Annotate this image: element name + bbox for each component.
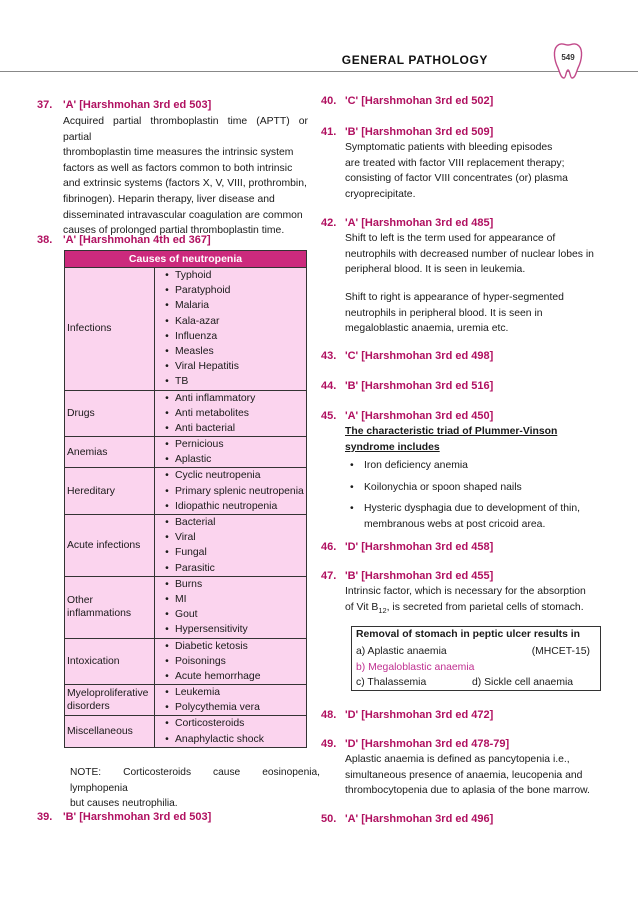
table-items bbox=[155, 515, 307, 577]
q41-number: 41. bbox=[321, 126, 337, 138]
option-d: d) Sickle cell anaemia bbox=[472, 677, 574, 688]
table-category: Miscellaneous bbox=[65, 716, 155, 747]
q47-number: 47. bbox=[321, 570, 337, 582]
text-line: are treated with factor VIII replacement therapy; bbox=[345, 157, 565, 169]
q42-shift-left bbox=[345, 231, 597, 278]
table-category: Acute infections bbox=[65, 515, 155, 577]
list-item: • Viral bbox=[159, 530, 306, 545]
table-items bbox=[155, 576, 307, 638]
q47-explanation bbox=[345, 584, 599, 618]
text-line: neutrophils with decreased number of nuclear lobes in bbox=[345, 248, 594, 260]
table-items bbox=[155, 685, 307, 716]
note-line: NOTE: Corticosteroids cause eosinopenia, lymphopenia bbox=[70, 767, 320, 794]
text-line: disseminated intravascular coagulation are common bbox=[63, 209, 303, 221]
list-item: • Burns bbox=[159, 577, 306, 592]
table-row bbox=[65, 437, 307, 468]
table-row bbox=[65, 468, 307, 515]
q42-shift-right bbox=[345, 290, 597, 337]
list-item: • Influenza bbox=[159, 329, 306, 344]
text-line bbox=[345, 600, 599, 619]
q39-number: 39. bbox=[37, 811, 53, 823]
list-item: • Malaria bbox=[159, 298, 306, 313]
list-item: • Leukemia bbox=[159, 685, 306, 700]
list-item: • Hysteric dysphagia due to development of thin, membranous webs at post cricoid area. bbox=[350, 501, 598, 532]
list-item: • Anti bacterial bbox=[159, 421, 306, 436]
table-items bbox=[155, 390, 307, 437]
neutropenia-table bbox=[64, 250, 307, 748]
option-a: a) Aplastic anaemia bbox=[356, 646, 447, 657]
list-item: • Cyclic neutropenia bbox=[159, 468, 306, 483]
q41-answer: 'B' [Harshmohan 3rd ed 509] bbox=[345, 126, 494, 138]
text-line: factors as well as factors common to both intrinsic bbox=[63, 162, 293, 174]
table-row bbox=[65, 716, 307, 747]
list-item: • Fungal bbox=[159, 545, 306, 560]
text-span: , is secreted from parietal cells of stomach. bbox=[386, 601, 584, 613]
table-category: Other inflammations bbox=[65, 576, 155, 638]
text-line: thromboplastin time measures the intrinsic system bbox=[63, 147, 294, 159]
table-row bbox=[65, 638, 307, 685]
table-row bbox=[65, 685, 307, 716]
q45-number: 45. bbox=[321, 410, 337, 422]
list-item: • Koilonychia or spoon shaped nails bbox=[350, 480, 598, 496]
text-line: consisting of factor VIII concentrates (or) plasma bbox=[345, 173, 568, 185]
table-category: Myeloproliferative disorders bbox=[65, 685, 155, 716]
table-category: Infections bbox=[65, 268, 155, 391]
text-line: neutrophils in peripheral blood. It is seen in bbox=[345, 307, 543, 319]
table-row bbox=[65, 515, 307, 577]
list-item: • Measles bbox=[159, 344, 306, 359]
table-items bbox=[155, 638, 307, 685]
table-row bbox=[65, 576, 307, 638]
q50-answer: 'A' [Harshmohan 3rd ed 496] bbox=[345, 813, 494, 825]
q37-answer: 'A' [Harshmohan 3rd ed 503] bbox=[63, 99, 212, 111]
table-row bbox=[65, 268, 307, 391]
q48-answer: 'D' [Harshmohan 3rd ed 472] bbox=[345, 709, 494, 721]
table-items bbox=[155, 468, 307, 515]
text-line: megaloblastic anaemia, uremia etc. bbox=[345, 323, 509, 335]
q39-answer: 'B' [Harshmohan 3rd ed 503] bbox=[63, 811, 212, 823]
table-category: Hereditary bbox=[65, 468, 155, 515]
header-rule bbox=[0, 71, 638, 72]
q43-answer: 'C' [Harshmohan 3rd ed 498] bbox=[345, 350, 494, 362]
q37-number: 37. bbox=[37, 99, 53, 111]
table-category: Drugs bbox=[65, 390, 155, 437]
q38-number: 38. bbox=[37, 234, 53, 246]
list-item: • Parasitic bbox=[159, 561, 306, 576]
q45-bullets bbox=[350, 458, 598, 538]
table-items bbox=[155, 437, 307, 468]
list-item: • Polycythemia vera bbox=[159, 700, 306, 715]
box-title: Removal of stomach in peptic ulcer results in bbox=[356, 629, 581, 640]
q45-heading bbox=[345, 424, 597, 455]
exam-tag: (MHCET-15) bbox=[531, 646, 590, 657]
q48-number: 48. bbox=[321, 709, 337, 721]
text-line: cryoprecipitate. bbox=[345, 188, 416, 200]
list-item: • Bacterial bbox=[159, 515, 306, 530]
list-item: • Kala-azar bbox=[159, 314, 306, 329]
option-c: c) Thalassemia bbox=[356, 677, 427, 688]
q43-number: 43. bbox=[321, 350, 337, 362]
list-item: • Anti metabolites bbox=[159, 406, 306, 421]
text-line: Aplastic anaemia is defined as pancytopenia i.e., bbox=[345, 754, 570, 765]
page-number: 549 bbox=[561, 53, 575, 62]
q42-answer: 'A' [Harshmohan 3rd ed 485] bbox=[345, 217, 494, 229]
list-item: • Paratyphoid bbox=[159, 283, 306, 298]
list-item: • Viral Hepatitis bbox=[159, 359, 306, 374]
list-item: • Gout bbox=[159, 607, 306, 622]
list-item: • Iron deficiency anemia bbox=[350, 458, 598, 474]
text-line: fibrinogen). Heparin therapy, liver disease and bbox=[63, 193, 275, 205]
list-item: • Idiopathic neutropenia bbox=[159, 499, 306, 514]
heading-line: syndrome includes bbox=[345, 441, 440, 453]
q49-answer: 'D' [Harshmohan 3rd ed 478-79] bbox=[345, 738, 510, 750]
q42-number: 42. bbox=[321, 217, 337, 229]
list-item: • Hypersensitivity bbox=[159, 622, 306, 637]
table-items bbox=[155, 716, 307, 747]
text-line: Intrinsic factor, which is necessary for the absorption bbox=[345, 586, 586, 597]
option-cd-row bbox=[352, 675, 600, 691]
list-item: • MI bbox=[159, 592, 306, 607]
text-line: Symptomatic patients with bleeding episodes bbox=[345, 142, 553, 153]
text-line: thrombocytopenia due to aplasia of the bone marrow. bbox=[345, 785, 590, 797]
text-line: causes of prolonged partial thromboplastin time. bbox=[63, 225, 285, 237]
q44-answer: 'B' [Harshmohan 3rd ed 516] bbox=[345, 380, 494, 392]
text-line: peripheral blood. It is seen in leukemia. bbox=[345, 264, 526, 276]
q38-answer: 'A' [Harshmohan 4th ed 367] bbox=[63, 234, 211, 246]
q47-answer: 'B' [Harshmohan 3rd ed 455] bbox=[345, 570, 494, 582]
q37-explanation bbox=[63, 114, 308, 239]
text-line: Shift to right is appearance of hyper-segmented bbox=[345, 292, 564, 303]
list-item: • Typhoid bbox=[159, 268, 306, 283]
list-item: • Anaphylactic shock bbox=[159, 732, 306, 747]
note-line: but causes neutrophilia. bbox=[70, 798, 178, 810]
text-span: of Vit B bbox=[345, 601, 379, 613]
running-header-title: GENERAL PATHOLOGY bbox=[341, 53, 488, 67]
list-item: • Primary splenic neutropenia bbox=[159, 484, 306, 499]
list-item: • Pernicious bbox=[159, 437, 306, 452]
q44-number: 44. bbox=[321, 380, 337, 392]
text-line: and extrinsic systems (factors X, V, VIII, prothrombin, bbox=[63, 178, 307, 190]
table-category: Anemias bbox=[65, 437, 155, 468]
list-item: • TB bbox=[159, 374, 306, 389]
text-line: Acquired partial thromboplastin time (APTT) or partial bbox=[63, 116, 308, 143]
q49-number: 49. bbox=[321, 738, 337, 750]
mcq-box bbox=[351, 626, 601, 691]
q50-number: 50. bbox=[321, 813, 337, 825]
option-b: b) Megaloblastic anaemia bbox=[356, 661, 475, 673]
q45-answer: 'A' [Harshmohan 3rd ed 450] bbox=[345, 410, 494, 422]
q46-answer: 'D' [Harshmohan 3rd ed 458] bbox=[345, 541, 494, 553]
list-item: • Poisonings bbox=[159, 654, 306, 669]
list-item: • Corticosteroids bbox=[159, 716, 306, 731]
subscript: 12 bbox=[378, 605, 387, 615]
option-a-row bbox=[352, 644, 600, 660]
table-header: Causes of neutropenia bbox=[65, 251, 307, 268]
text-line: Shift to left is the term used for appearance of bbox=[345, 233, 556, 244]
table-items bbox=[155, 268, 307, 391]
table-category: Intoxication bbox=[65, 638, 155, 685]
table-row bbox=[65, 390, 307, 437]
q46-number: 46. bbox=[321, 541, 337, 553]
heading-line: The characteristic triad of Plummer-Vinson bbox=[345, 426, 558, 437]
list-item: • Diabetic ketosis bbox=[159, 639, 306, 654]
q41-explanation bbox=[345, 140, 597, 202]
q40-number: 40. bbox=[321, 95, 337, 107]
text-line: simultaneous presence of anaemia, leucopenia and bbox=[345, 769, 583, 781]
q40-answer: 'C' [Harshmohan 3rd ed 502] bbox=[345, 95, 494, 107]
list-item: • Anti inflammatory bbox=[159, 391, 306, 406]
q49-explanation bbox=[345, 752, 599, 799]
list-item: • Acute hemorrhage bbox=[159, 669, 306, 684]
list-item: • Aplastic bbox=[159, 452, 306, 467]
note bbox=[70, 765, 320, 812]
